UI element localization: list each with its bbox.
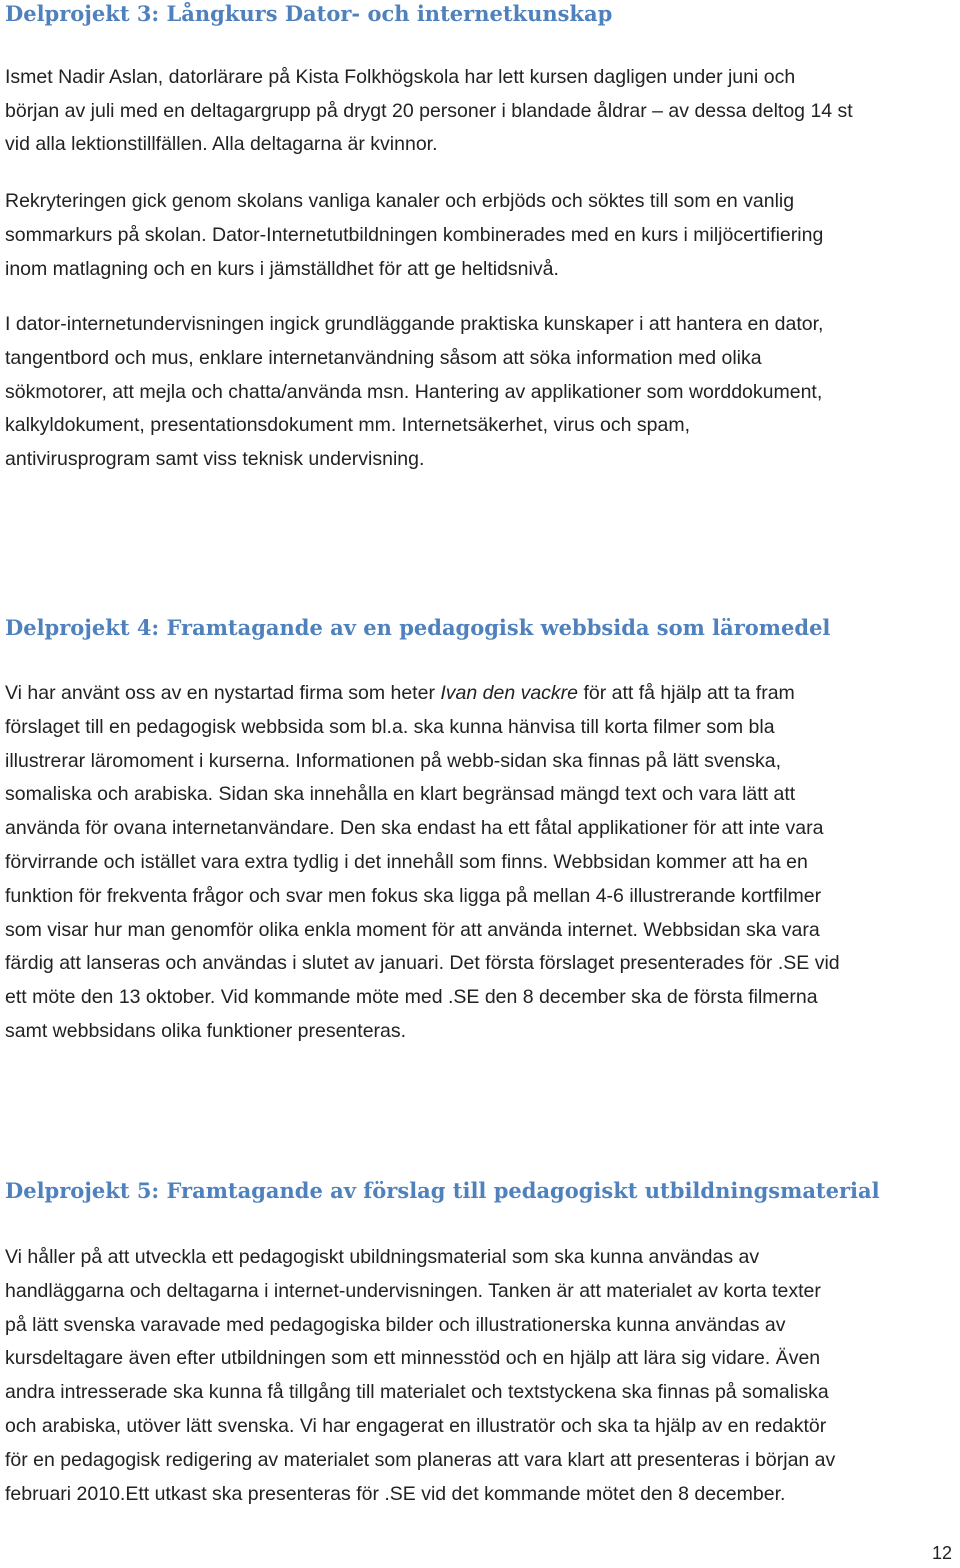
text-line: för en pedagogisk redigering av materialet som planeras att vara klart att presenteras i början av xyxy=(5,1448,836,1471)
text-line: kursdeltagare även efter utbildningen som ett minnesstöd och en hjälp att lära sig vidare. Även xyxy=(5,1347,821,1370)
section-heading-3: Delprojekt 3: Långkurs Dator- och internetkunskap xyxy=(5,1,613,26)
text-line: Vi håller på att utveckla ett pedagogiskt ubildningsmaterial som ska kunna användas av xyxy=(5,1246,760,1268)
section-heading-5: Delprojekt 5: Framtagande av förslag till pedagogiskt utbildningsmaterial xyxy=(5,1178,880,1203)
text-line: I dator-internetundervisningen ingick grundläggande praktiska kunskaper i att hantera en dator, xyxy=(5,313,824,335)
text-segment: Vi har använt oss av en nystartad firma som heter xyxy=(5,682,441,704)
text-line: förvirrande och istället vara extra tydlig i det innehåll som finns. Webbsidan kommer att ha en xyxy=(5,850,808,873)
text-line: februari 2010.Ett utkast ska presenteras för .SE vid det kommande mötet den 8 december. xyxy=(5,1482,786,1505)
text-line: andra intresserade ska kunna få tillgång till materialet och textstyckena ska finnas på somaliska xyxy=(5,1381,829,1404)
paragraph xyxy=(5,185,955,286)
text-line: antivirusprogram samt viss teknisk undervisning. xyxy=(5,448,425,471)
text-line: sökmotorer, att mejla och chatta/använda msn. Hantering av applikationer som worddokument, xyxy=(5,380,823,403)
text-line: kalkyldokument, presentationsdokument mm. Internetsäkerhet, virus och spam, xyxy=(5,414,690,437)
text-line: Rekryteringen gick genom skolans vanliga kanaler och erbjöds och söktes till som en vanlig xyxy=(5,190,795,212)
text-line: funktion för frekventa frågor och svar men fokus ska ligga på mellan 4-6 illustrerande kortfilmer xyxy=(5,884,822,907)
page-number: 12 xyxy=(931,1543,952,1563)
text-line: illustrerar läromoment i kurserna. Informationen på webb-sidan ska finnas på lätt svenska, xyxy=(5,749,782,772)
paragraph xyxy=(5,677,955,1049)
text-line: använda för ovana internetanvändare. Den ska endast ha ett fåtal applikationer för att inte vara xyxy=(5,817,824,840)
text-line: handläggarna och deltagarna i internet-undervisningen. Tanken är att materialet av korta texter xyxy=(5,1279,821,1302)
text-line: somaliska och arabiska. Sidan ska innehålla en klart begränsad mängd text och vara lätt att xyxy=(5,783,796,806)
section-heading-4: Delprojekt 4: Framtagande av en pedagogisk webbsida som läromedel xyxy=(5,615,831,640)
text-segment: för att få hjälp att ta fram xyxy=(578,682,795,704)
text-line xyxy=(5,677,955,711)
text-line: färdig att lanseras och användas i slutet av januari. Det första förslaget presenterades för .SE vid xyxy=(5,952,840,975)
text-line: förslaget till en pedagogisk webbsida som bl.a. ska kunna hänvisa till korta filmer som bla xyxy=(5,715,775,738)
text-line: ett möte den 13 oktober. Vid kommande möte med .SE den 8 december ska de första filmerna xyxy=(5,986,818,1009)
firm-name: Ivan den vackre xyxy=(440,682,579,704)
text-line: Ismet Nadir Aslan, datorlärare på Kista Folkhögskola har lett kursen dagligen under juni och xyxy=(5,66,796,88)
paragraph xyxy=(5,61,955,162)
text-line: inom matlagning och en kurs i jämställdhet för att ge heltidsnivå. xyxy=(5,257,559,280)
text-line: på lätt svenska varavade med pedagogiska bilder och illustrationerska kunna användas av xyxy=(5,1313,786,1336)
text-line: början av juli med en deltagargrupp på drygt 20 personer i blandade åldrar – av dessa deltog 14 st xyxy=(5,99,853,122)
text-line: och arabiska, utöver lätt svenska. Vi har engagerat en illustratör och ska ta hjälp av en redaktör xyxy=(5,1414,827,1437)
text-line: vid alla lektionstillfällen. Alla deltagarna är kvinnor. xyxy=(5,133,438,155)
text-line: tangentbord och mus, enklare internetanvändning såsom att söka information med olika xyxy=(5,346,762,369)
text-line: samt webbsidans olika funktioner presenteras. xyxy=(5,1019,407,1042)
text-line: som visar hur man genomför olika enkla moment för att använda internet. Webbsidan ska vara xyxy=(5,918,820,941)
paragraph xyxy=(5,1241,955,1511)
text-line: sommarkurs på skolan. Dator-Internetutbildningen kombinerades med en kurs i miljöcertifiering xyxy=(5,223,824,246)
paragraph xyxy=(5,308,955,477)
